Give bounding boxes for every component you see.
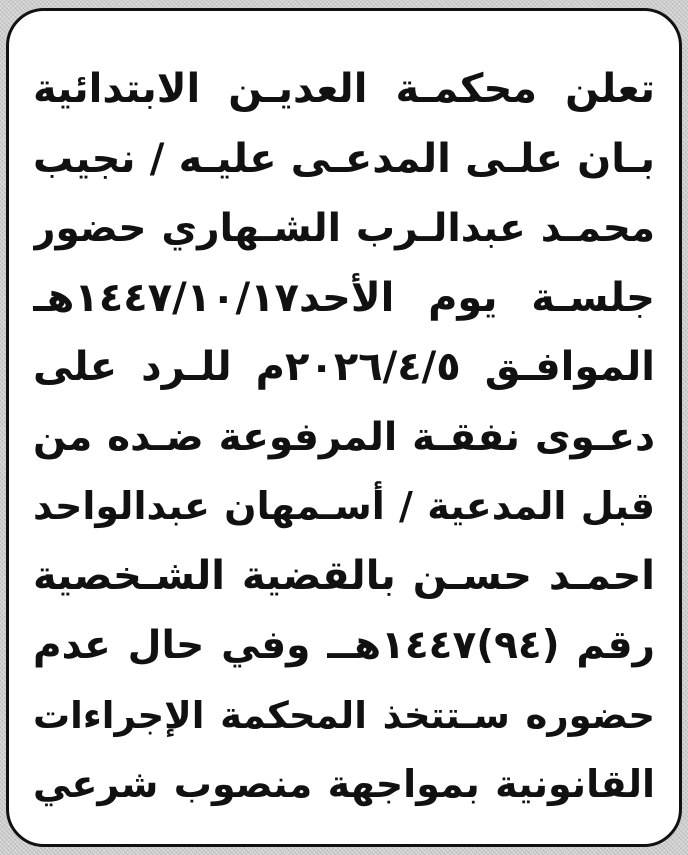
notice-line: القانونية بمواجهة منصوب شرعي — [33, 762, 655, 806]
notice-line: الموافـق ٢٠٢٦/٤/٥م للـرد على — [33, 344, 655, 390]
notice-line: جلسـة يوم الأحد١٤٤٧/١٠/١٧هـ — [33, 274, 655, 321]
notice-line: قبل المدعية / أسـمهان عبدالواحد — [33, 484, 655, 528]
notice-line: بـان علـى المدعـى عليـه / نجيب — [33, 135, 655, 182]
notice-line: تعلن محكمـة العديـن الابتدائية — [33, 66, 655, 112]
notice-line: احمـد حسـن بالقضية الشـخصية — [33, 552, 655, 599]
notice-line: حضوره سـتتخذ المحكمة الإجراءات — [33, 693, 655, 737]
notice-line: دعـوى نفقـة المرفوعة ضـده من — [33, 414, 655, 460]
notice-line: رقم (٩٤)١٤٤٧هــ وفي حال عدم — [33, 623, 655, 668]
notice-frame — [6, 8, 682, 847]
court-notice-text — [33, 55, 655, 820]
notice-line: محمـد عبدالـرب الشـهاري حضور — [33, 206, 655, 251]
